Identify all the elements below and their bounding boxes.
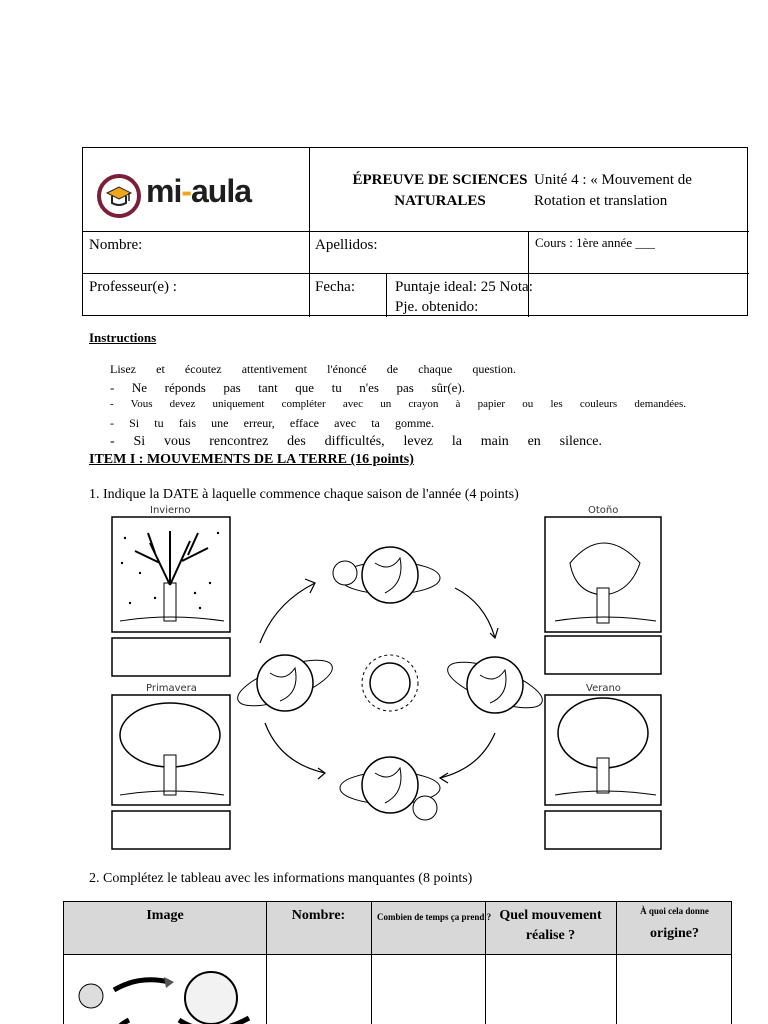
- cours-label: Cours : 1ère année ___: [535, 235, 655, 250]
- puntaje-label: Puntaje ideal: 25 Nota:: [395, 279, 533, 295]
- sun-icon: [362, 655, 418, 711]
- instructions-title: Instructions: [89, 330, 157, 345]
- unit-title: Unité 4 : « Mouvement de Rotation et translation: [534, 172, 692, 209]
- otono-answer-box[interactable]: [545, 636, 661, 674]
- earth-right: [443, 653, 548, 717]
- col-nombre: Nombre:: [291, 908, 346, 923]
- col-tiempo: Combien de temps ça prend ?: [377, 912, 492, 922]
- instruction-line: - Vous devez uniquement compléter avec un crayon à papier ou les couleurs demandées.: [110, 398, 686, 410]
- instruction-line: - Si tu fais une erreur, efface avec ta gomme.: [110, 416, 434, 430]
- question-1: 1. Indique la DATE à laquelle commence chaque saison de l'année (4 points): [89, 487, 519, 502]
- rotation-translation-image: [69, 960, 264, 1024]
- season-label-otono: Otoño: [588, 505, 619, 516]
- item-title: ITEM I : MOUVEMENTS DE LA TERRE (16 points): [89, 452, 414, 467]
- nombre-label: Nombre:: [89, 237, 143, 253]
- logo-wordmark: mi-aula: [146, 173, 252, 209]
- col-mouvement: Quel mouvement réalise ?: [499, 908, 602, 943]
- summer-tree: [545, 695, 661, 805]
- movement-table: [63, 901, 732, 1024]
- instruction-line: - Si vous rencontrez des difficultés, levez la main en silence.: [110, 434, 602, 449]
- instruction-line: Lisez et écoutez attentivement l'énoncé de chaque question.: [110, 362, 516, 376]
- pje-label: Pje. obtenido:: [395, 299, 479, 315]
- earth-bottom: [340, 757, 440, 820]
- seasons-illustration: [100, 503, 680, 858]
- exam-title: ÉPREUVE DE SCIENCES NATURALES: [352, 172, 528, 209]
- fecha-label: Fecha:: [315, 279, 355, 295]
- autumn-tree: [545, 517, 661, 632]
- invierno-answer-box[interactable]: [112, 638, 230, 676]
- season-label-primavera: Primavera: [146, 683, 197, 694]
- season-label-invierno: Invierno: [150, 505, 191, 516]
- professeur-label: Professeur(e) :: [89, 279, 177, 295]
- col-image: Image: [146, 908, 184, 923]
- season-label-verano: Verano: [586, 683, 621, 694]
- col-origine: À quoi cela donne origine?: [640, 906, 709, 941]
- earth-top: [333, 547, 440, 603]
- winter-tree: [112, 517, 230, 632]
- question-2: 2. Complétez le tableau avec les informations manquantes (8 points): [89, 871, 473, 886]
- spring-tree: [112, 695, 230, 805]
- earth-left: [233, 651, 338, 715]
- apellidos-label: Apellidos:: [315, 237, 378, 253]
- instruction-line: - Ne réponds pas tant que tu n'es pas sûr(e).: [110, 380, 465, 395]
- verano-answer-box[interactable]: [545, 811, 661, 849]
- primavera-answer-box[interactable]: [112, 811, 230, 849]
